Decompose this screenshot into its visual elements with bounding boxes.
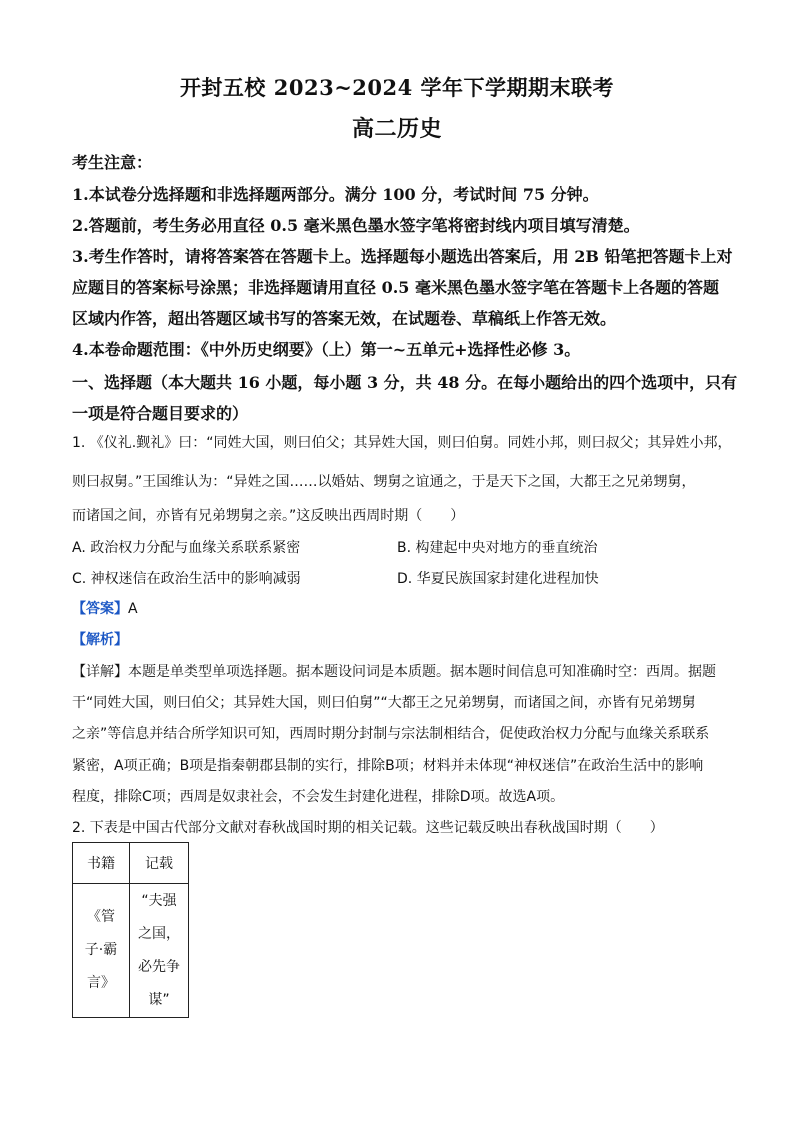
q1-detail-line	[72, 661, 732, 681]
section-heading-cont: 一项是符合题目要求的）	[72, 404, 249, 423]
q1-stem-line: 1. 《仪礼.觐礼》曰：“同姓大国，则曰伯父；其异姓大国，则曰伯舅。同姓小邦，则曰叔父；其异姓小邦，	[72, 435, 732, 451]
answer-label: 【答案】	[72, 601, 128, 617]
q1-option-a: A. 政治权力分配与血缘关系联系紧密	[72, 540, 301, 556]
notice-item: 2.答题前，考生务必用直径 0.5 毫米黑色墨水签字笔将密封线内项目填写清楚。	[72, 216, 640, 235]
cell-text: 子·霸	[84, 942, 118, 958]
q1-detail-line: 程度，排除C项；西周是奴隶社会，不会发生封建化进程，排除D项。故选A项。	[72, 789, 565, 805]
q1-stem-line: 则曰叔舅。”王国维认为：“异姓之国……以婚姑、甥舅之谊通之，于是天下之国，大都王之兄弟甥舅，	[72, 474, 696, 490]
notice-heading: 考生注意：	[72, 153, 153, 172]
cell-text: “夫强	[141, 892, 177, 909]
q2-stem: 2. 下表是中国古代部分文献对春秋战国时期的相关记载。这些记载反映出春秋战国时期（ ）	[72, 820, 664, 836]
section-heading: 一、选择题（本大题共 16 小题，每小题 3 分，共 48 分。在每小题给出的四个选项中，只有	[72, 373, 738, 392]
notice-item: 3.考生作答时，请将答案答在答题卡上。选择题每小题选出答案后，用 2B 铅笔把答题卡上对	[72, 247, 733, 266]
analysis-label: 【解析】	[72, 632, 128, 648]
cell-text: 《管	[87, 909, 115, 925]
cell-text: 言》	[87, 975, 115, 991]
q1-detail-line: 紧密，A项正确；B项是指秦朝郡县制的实行，排除B项；材料并未体现“神权迷信”在政治生活中的影响	[72, 758, 704, 774]
table-header-record: 记载	[130, 843, 189, 884]
table-cell-book	[73, 884, 130, 1018]
exam-subject: 高二历史	[351, 116, 442, 142]
q1-option-d: D. 华夏民族国家封建化进程加快	[397, 571, 599, 587]
q1-stem-line: 而诸国之间，亦皆有兄弟甥舅之亲。”这反映出西周时期（ ）	[72, 508, 465, 524]
table-header-row	[73, 843, 189, 884]
notice-item: 区域内作答，超出答题区域书写的答案无效，在试题卷、草稿纸上作答无效。	[72, 309, 617, 328]
notice-item: 应题目的答案标号涂黑；非选择题请用直径 0.5 毫米黑色墨水签字笔在答题卡上各题的答题	[72, 278, 719, 297]
table-cell-record	[130, 884, 189, 1018]
q1-answer	[72, 598, 732, 618]
table-header-book: 书籍	[73, 843, 130, 884]
q1-option-b: B. 构建起中央对地方的垂直统治	[397, 540, 598, 556]
exam-title: 开封五校 2023~2024 学年下学期期末联考	[179, 75, 615, 100]
answer-value: A	[128, 601, 138, 617]
table-row	[73, 884, 189, 1018]
cell-text: 谋”	[148, 991, 170, 1008]
detail-label: 【详解】	[72, 664, 128, 680]
cell-text: 必先争	[138, 958, 180, 975]
notice-item: 4.本卷命题范围：《中外历史纲要》（上）第一~五单元+选择性必修 3。	[72, 340, 581, 359]
q1-detail-line: 之亲”等信息并结合所学知识可知，西周时期分封制与宗法制相结合，促使政治权力分配与血缘关系联系	[72, 726, 710, 742]
q1-detail-line: 干“同姓大国，则曰伯父；其异姓大国，则曰伯舅”“大都王之兄弟甥舅，而诸国之间，亦皆有兄弟甥舅	[72, 695, 696, 711]
cell-text: 之国，	[138, 925, 180, 942]
q1-option-c: C. 神权迷信在政治生活中的影响减弱	[72, 571, 301, 587]
q1-analysis	[72, 629, 732, 649]
detail-text: 本题是单类型单项选择题。据本题设问词是本质题。据本题时间信息可知准确时空：西周。据题	[128, 664, 716, 680]
q2-table	[72, 842, 189, 1018]
notice-item: 1.本试卷分选择题和非选择题两部分。满分 100 分，考试时间 75 分钟。	[72, 185, 599, 204]
